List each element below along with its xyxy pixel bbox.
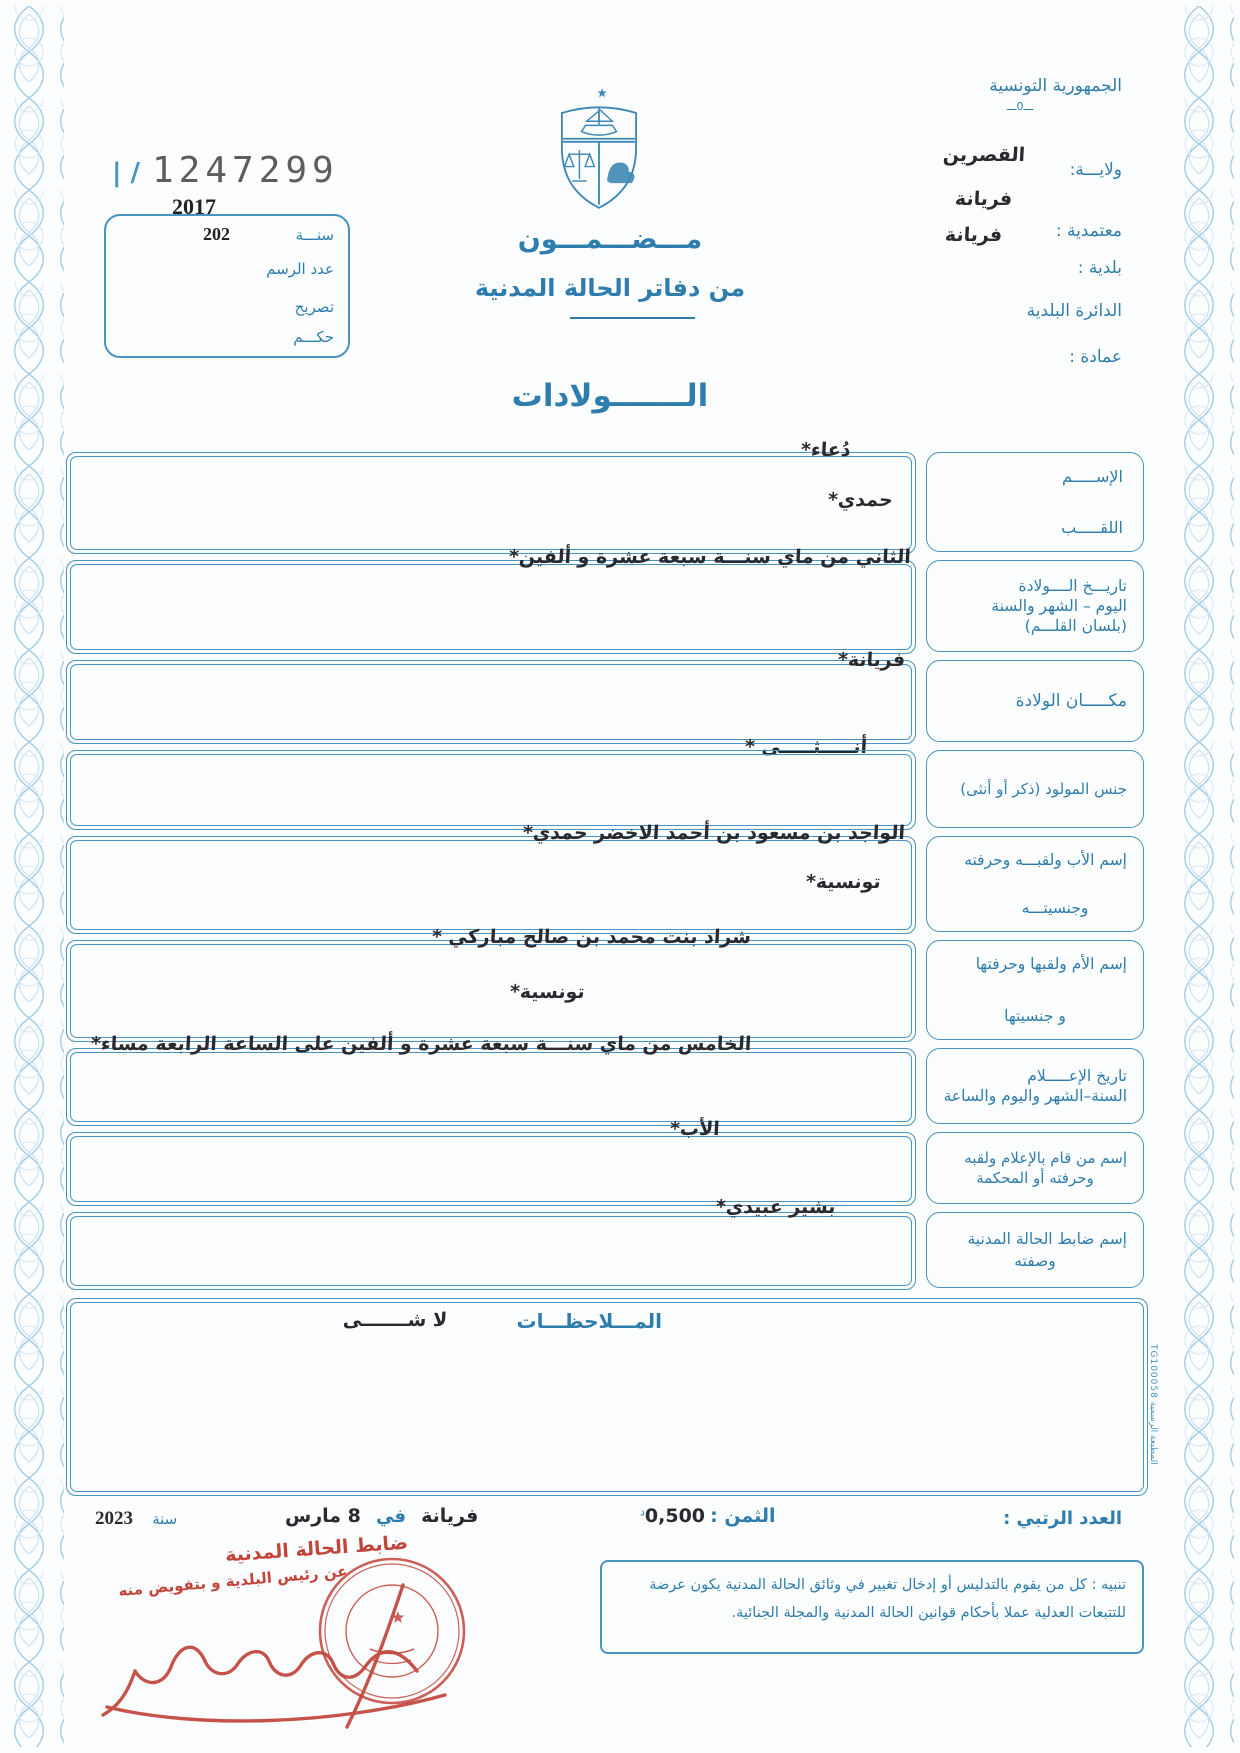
price-label: الثمن : — [710, 1505, 776, 1527]
observations-box — [66, 1298, 1148, 1496]
registry-box — [104, 214, 350, 358]
field-row-declaration-date — [66, 1033, 916, 1126]
observations-title: المـــلاحظـــات — [516, 1309, 662, 1333]
omda-label: عمادة : — [1069, 347, 1122, 367]
serial-prefix: | / — [112, 158, 141, 188]
field-value-last-name: حمدي* — [827, 489, 894, 511]
delegation-label: معتمدية : — [1055, 221, 1122, 241]
place-value: فريانة — [421, 1505, 479, 1527]
ship-icon — [581, 109, 616, 135]
field-value-declaration-date: الخامس من ماي سنـــة سبعة عشرة و ألفين على الساعة الرابعة مساء* — [90, 1033, 752, 1055]
in-label: في — [376, 1506, 406, 1527]
place-date-group — [285, 1505, 478, 1527]
field-row-sex — [66, 750, 916, 830]
field-row-birthplace — [66, 649, 916, 758]
field-label-officer: إسم ضابط الحالة المدنية وصفته — [926, 1212, 1144, 1288]
field-label-name: الإســـــم اللقـــــب — [926, 452, 1144, 552]
doc-subtitle: من دفاتر الحالة المدنية — [474, 274, 746, 302]
officer-stamp-subtitle: عن رئيس البلدية و بتفويض منه — [117, 1562, 349, 1600]
wilaya-value: القصرين — [942, 144, 1026, 166]
wilaya-value-2: فريانة — [954, 188, 1013, 210]
field-label-birthdate: تاريـــخ الــــولادة اليوم – الشهر والسنة (بلسان القلـــم) — [926, 560, 1144, 652]
notice-box — [600, 1560, 1144, 1654]
field-value-first-name: دُعاء* — [800, 439, 852, 461]
field-value-father: الواجد بن مسعود بن أحمد الاخضر حمدي* — [522, 822, 906, 844]
ordinal-number-label: العدد الرتبي : — [1003, 1508, 1122, 1529]
price-value: 0,500 — [644, 1505, 706, 1527]
scales-icon — [564, 150, 594, 181]
field-value-sex: أنـــــثـــــى * — [744, 736, 868, 758]
currency-symbol: د — [640, 1505, 645, 1519]
serial-number: 1247299 — [152, 150, 339, 191]
field-label-declaration-date: تاريخ الإعـــــلام السنة–الشهر واليوم والساعة — [926, 1048, 1144, 1124]
field-label-birthplace: مكـــــان الولادة — [926, 660, 1144, 742]
field-value-mother: شراد بنت محمد بن صالح مباركي * — [431, 926, 752, 948]
field-label-declarant: إسم من قام بالإعلام ولقبه وحرفته أو المحكمة — [926, 1132, 1144, 1204]
coat-of-arms-icon — [546, 80, 652, 214]
wilaya-label: ولايـــة: — [1069, 160, 1122, 180]
declaration-label: تصريح — [294, 298, 334, 316]
section-title: الـــــــولادات — [511, 378, 709, 414]
print-code: المطبعة الرسمية TG100058 — [1148, 1344, 1158, 1465]
year-label-footer: سنة — [152, 1510, 178, 1528]
registry-year-value: 202 — [203, 224, 230, 244]
field-row-mother — [66, 926, 916, 1042]
field-row-birthdate — [66, 546, 916, 654]
field-value-officer: بشير عبيدي* — [714, 1196, 836, 1218]
right-guilloche-band — [1176, 6, 1234, 1747]
field-label-mother: إسم الأم ولقبها وحرفتها و جنسيتها — [926, 940, 1144, 1040]
notice-text: تنبيه : كل من يقوم بالتدليس أو إدخال تغيير في وثائق الحالة المدنية يكون عرضة للتتبعات العدلية عملا بأحكام قوانين الحالة المدنية والمجلة الجنائية. — [649, 1577, 1126, 1621]
record-number-label: عدد الرسم — [266, 260, 334, 278]
signature — [85, 1575, 465, 1747]
field-row-name — [66, 439, 916, 554]
republic-divider: ـــ0ـــ — [1006, 100, 1034, 113]
serial-year: 2017 — [172, 194, 216, 219]
crescent-star-icon — [588, 86, 607, 104]
field-label-father: إسم الأب ولقبـــه وحرفته وجنسيتـــه — [926, 836, 1144, 932]
republic-title: الجمهورية التونسية — [989, 76, 1122, 96]
subtitle-underline — [570, 317, 695, 319]
district-label: الدائرة البلدية — [1026, 301, 1122, 321]
field-row-father — [66, 822, 916, 934]
field-row-declarant — [66, 1118, 916, 1206]
year-group — [95, 1508, 177, 1530]
field-value-birthplace: فريانة* — [837, 649, 906, 671]
price-group — [640, 1505, 776, 1527]
field-value-declarant: الأب* — [669, 1118, 721, 1140]
date-value: 8 مارس — [285, 1505, 361, 1527]
field-label-sex: جنس المولود (ذكر أو أنثى) — [926, 750, 1144, 828]
officer-stamp-title: ضابط الحالة المدنية — [224, 1531, 409, 1567]
field-value-birthdate: الثاني من ماي سنـــة سبعة عشرة و ألفين* — [508, 546, 912, 568]
judgment-label: حكـــم — [293, 328, 334, 346]
left-guilloche-band — [6, 6, 64, 1747]
year-value-footer: 2023 — [95, 1508, 133, 1529]
delegation-value: فريانة — [944, 224, 1003, 246]
field-row-officer — [66, 1196, 916, 1290]
lion-icon — [607, 162, 634, 183]
registry-year-label: سنـــة — [295, 226, 334, 244]
municipality-label: بلدية : — [1077, 258, 1122, 278]
doc-title: مـــضـــمـــون — [517, 224, 703, 255]
field-value-mother-nationality: تونسية* — [509, 981, 586, 1003]
field-value-father-nationality: تونسية* — [805, 871, 882, 893]
observations-value: لا شـــــــى — [342, 1309, 448, 1331]
